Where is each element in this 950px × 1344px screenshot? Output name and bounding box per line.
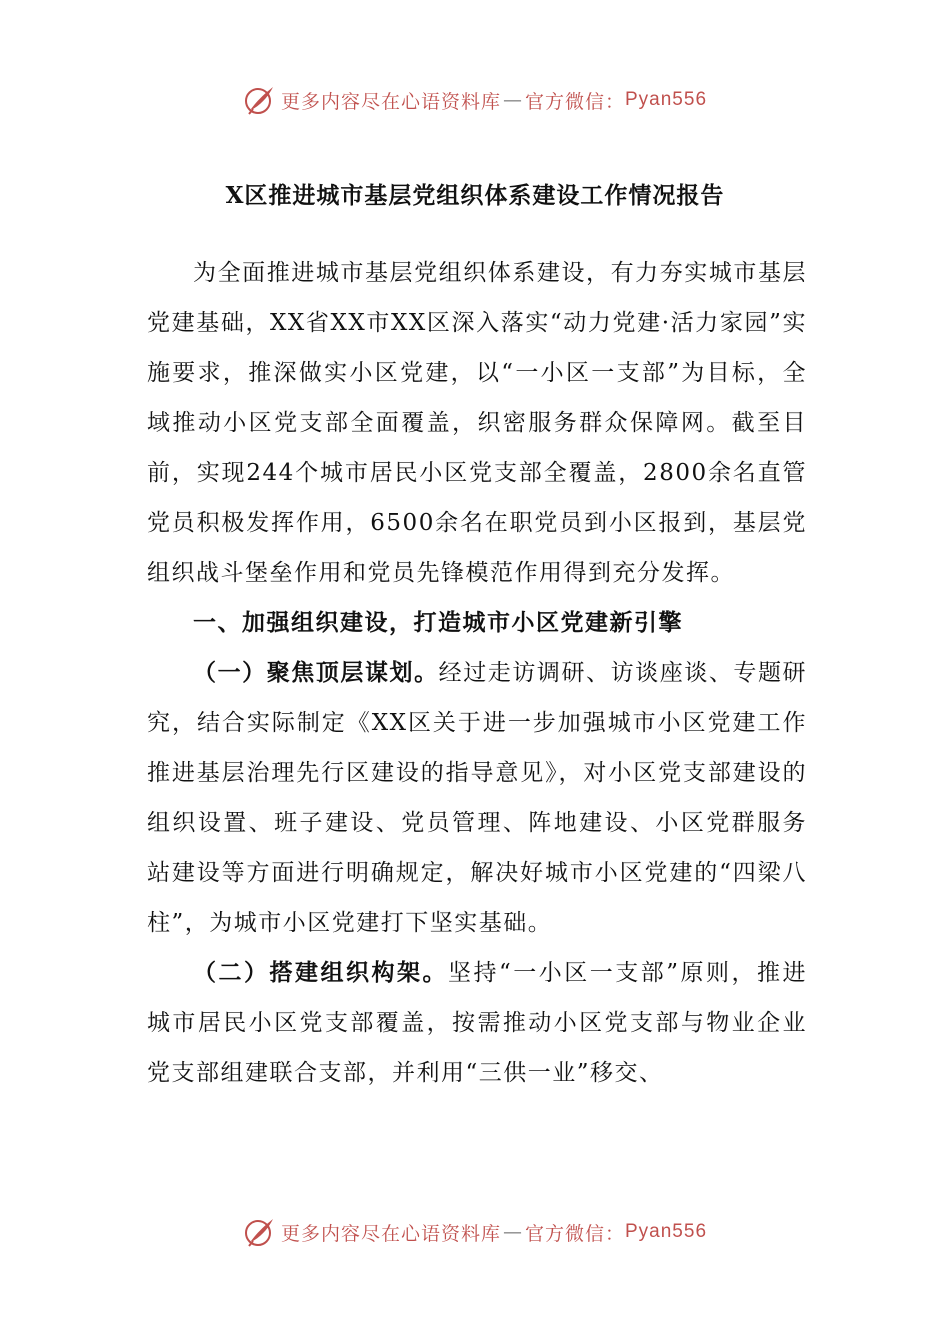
- item-text-1: 经过走访调研、访谈座谈、专题研究，结合实际制定《XX区关于进一步加强城市小区党建工作推进基层治理先行区建设的指导意见》，对小区党支部建设的组织设置、班子建设、党员管理、阵地建设、小区党群服务站建设等方面进行明确规定，解决好城市小区党建的“四梁八柱”，为城市小区党建打下坚实基础。: [147, 660, 807, 936]
- feather-logo-icon: [243, 1215, 277, 1249]
- watermark-site-text: 更多内容尽在心语资料库: [280, 90, 501, 113]
- watermark-wechat-label: 官方微信：: [524, 1222, 625, 1245]
- watermark-wechat-label: 官方微信：: [524, 90, 625, 113]
- watermark-separator: —: [502, 1221, 523, 1243]
- intro-paragraph: 为全面推进城市基层党组织体系建设，有力夯实城市基层党建基础，XX省XX市XX区深入落实“动力党建·活力家园”实施要求，推深做实小区党建，以“一小区一支部”为目标，全域推动小区党支部全面覆盖，织密服务群众保障网。截至目前，实现244个城市居民小区党支部全覆盖，2800余名直管党员积极发挥作用，6500余名在职党员到小区报到，基层党组织战斗堡垒作用和党员先锋模范作用得到充分发挥。: [147, 260, 807, 586]
- watermark-separator: —: [502, 89, 523, 111]
- item-lead-1: （一）聚焦顶层谋划。: [193, 659, 439, 686]
- watermark-footer: [0, 1212, 950, 1252]
- item-text-2: 坚持“一小区一支部”原则，推进城市居民小区党支部覆盖，按需推动小区党支部与物业企业党支部组建联合支部，并利用“三供一业”移交、: [147, 960, 807, 1086]
- item-lead-2: （二）搭建组织构架。: [193, 959, 448, 986]
- feather-logo-icon: [243, 83, 277, 117]
- watermark-header: [0, 80, 950, 120]
- document-title: X区推进城市基层党组织体系建设工作情况报告: [225, 182, 725, 209]
- watermark-site-text: 更多内容尽在心语资料库: [280, 1222, 501, 1245]
- document-body: [147, 248, 807, 1098]
- item-paragraph-2: [147, 948, 807, 1098]
- item-paragraph-1: [147, 648, 807, 948]
- watermark-wechat-id: Pyan556: [625, 1221, 708, 1242]
- watermark-wechat-id: Pyan556: [625, 89, 708, 110]
- section-heading: 一、加强组织建设，打造城市小区党建新引擎: [193, 609, 683, 636]
